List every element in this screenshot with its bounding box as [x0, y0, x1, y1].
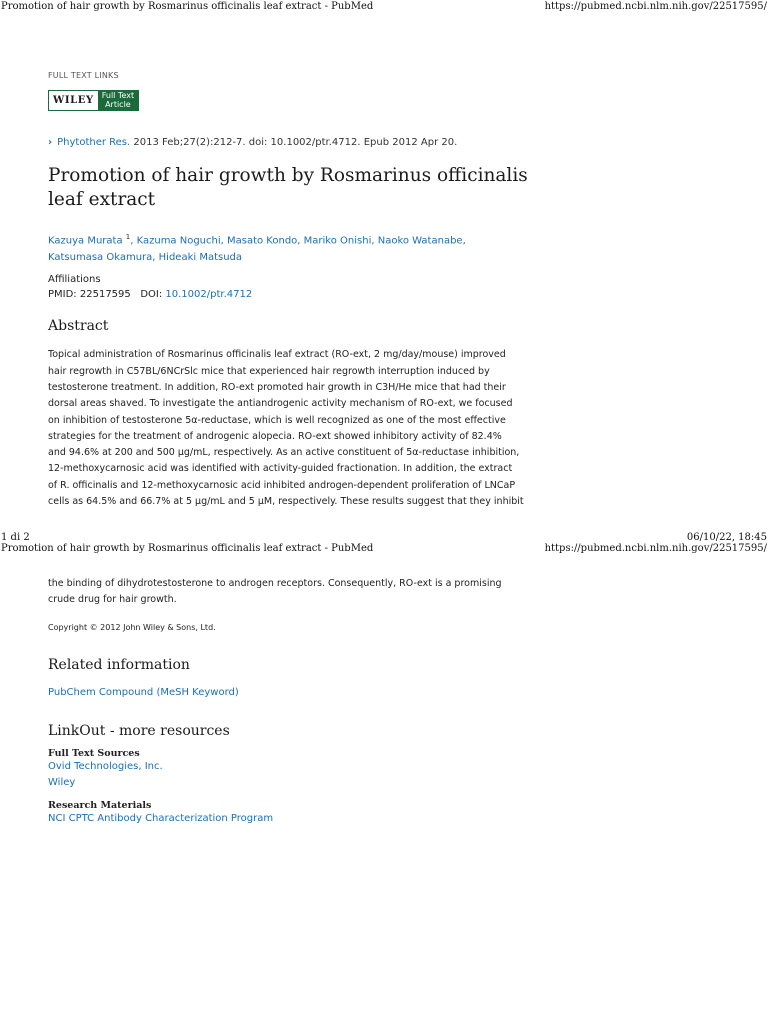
abstract-line: strategies for the treatment of androgenic alopecia. RO-ext showed inhibitory activity of 82.4%	[48, 430, 502, 442]
research-materials-list	[48, 811, 538, 827]
author-link[interactable]: Katsumasa Okamura	[48, 252, 153, 264]
print-header-page2	[0, 542, 768, 558]
abstract-text-part1	[48, 347, 538, 510]
wiley-link[interactable]: Wiley	[48, 776, 76, 788]
author-link[interactable]: Naoko Watanabe	[377, 235, 463, 247]
author-list: Kazuya Murata $^1$, Kazuma Noguchi, Masato Kondo, Mariko Onishi, Naoko Watanabe, Katsumasa Okamura, Hideaki Matsuda	[48, 233, 466, 264]
abstract-line: dorsal areas shaved. To investigate the antiandrogenic activity mechanism of RO-ext, we focused	[48, 398, 513, 410]
article-meta	[48, 272, 538, 302]
abstract-line: crude drug for hair growth.	[48, 594, 177, 606]
author-link[interactable]: Kazuya Murata	[48, 235, 123, 247]
page-2-content	[48, 576, 538, 827]
wiley-full-text-button[interactable]	[48, 90, 139, 111]
full-text-sources-heading: Full Text Sources	[48, 747, 140, 759]
author-link[interactable]: Hideaki Matsuda	[158, 252, 243, 264]
linkout-heading: LinkOut - more resources	[48, 722, 230, 739]
abstract-heading: Abstract	[48, 318, 109, 335]
print-header-title: Promotion of hair growth by Rosmarinus officinalis leaf extract - PubMed	[1, 543, 374, 554]
citation	[48, 136, 538, 150]
identifiers	[48, 287, 538, 302]
chevron-right-icon: ›	[48, 137, 53, 148]
abstract-line: hair regrowth in C57BL/6NCrSlc mice that experienced hair regrowth interruption induced by	[48, 365, 490, 377]
print-header-url: https://pubmed.ncbi.nlm.nih.gov/22517595/	[544, 543, 767, 554]
nci-cptc-link[interactable]: NCI CPTC Antibody Characterization Program	[48, 812, 274, 824]
print-header-url: https://pubmed.ncbi.nlm.nih.gov/22517595/	[544, 1, 767, 12]
author-link[interactable]: Masato Kondo	[227, 235, 298, 247]
abstract-line: the binding of dihydrotestosterone to androgen receptors. Consequently, RO-ext is a promising	[48, 578, 502, 589]
abstract-line: testosterone treatment. In addition, RO-ext promoted hair growth in C3H/He mice that had their	[48, 381, 506, 393]
abstract-line: of R. officinalis and 12-methoxycarnosic acid inhibited androgen-dependent proliferation of LNCaP	[48, 479, 516, 491]
copyright-notice: Copyright © 2012 John Wiley & Sons, Ltd.	[48, 622, 216, 632]
pubchem-compound-link[interactable]: PubChem Compound (MeSH Keyword)	[48, 686, 239, 698]
full-text-links-label: FULL TEXT LINKS	[48, 71, 119, 80]
author-link[interactable]: Kazuma Noguchi	[136, 235, 221, 247]
affiliations-toggle[interactable]: Affiliations	[48, 274, 101, 286]
full-text-line1: Full Text	[101, 91, 135, 100]
print-header	[0, 0, 768, 16]
pmid-label: PMID:	[48, 289, 77, 301]
abstract-line: 12-methoxycarnosic acid was identified with activity-guided fractionation. In addition, the extract	[48, 463, 513, 475]
full-text-article-badge	[98, 91, 138, 110]
page-1-content	[48, 71, 538, 510]
doi-label: DOI:	[140, 289, 163, 301]
article-title: Promotion of hair growth by Rosmarinus officinalis leaf extract	[48, 165, 528, 210]
ovid-link[interactable]: Ovid Technologies, Inc.	[48, 760, 163, 772]
abstract-line: and 94.6% at 200 and 500 μg/mL, respectively. As an active constituent of 5α-reductase inhibition,	[48, 447, 520, 459]
related-links	[48, 685, 538, 701]
full-text-line2: Article	[105, 99, 131, 109]
research-materials-heading: Research Materials	[48, 799, 152, 811]
author-link[interactable]: Mariko Onishi	[303, 235, 372, 247]
citation-details: 2013 Feb;27(2):212-7. doi: 10.1002/ptr.4712. Epub 2012 Apr 20.	[133, 137, 458, 148]
abstract-text-part2	[48, 576, 538, 609]
wiley-logo: WILEY	[49, 91, 98, 110]
doi-link[interactable]: 10.1002/ptr.4712	[165, 289, 253, 301]
author-affiliation-sup[interactable]: 1	[125, 233, 131, 241]
journal-link[interactable]: Phytother Res.	[57, 137, 131, 148]
related-information-heading: Related information	[48, 656, 190, 673]
abstract-line: on inhibition of testosterone 5α-reductase, which is well recognized as one of the most effective	[48, 414, 506, 426]
full-text-sources-list	[48, 759, 538, 791]
print-header-title: Promotion of hair growth by Rosmarinus officinalis leaf extract - PubMed	[1, 1, 374, 12]
abstract-line: Topical administration of Rosmarinus officinalis leaf extract (RO-ext, 2 mg/day/mouse) improved	[48, 349, 506, 361]
print-datetime: 06/10/22, 18:45	[686, 532, 767, 543]
abstract-line: cells as 64.5% and 66.7% at 5 μg/mL and 5 μM, respectively. These results suggest that they inhibit	[48, 496, 524, 507]
pmid-value: 22517595	[79, 289, 131, 301]
page-number: 1 di 2	[1, 532, 30, 543]
